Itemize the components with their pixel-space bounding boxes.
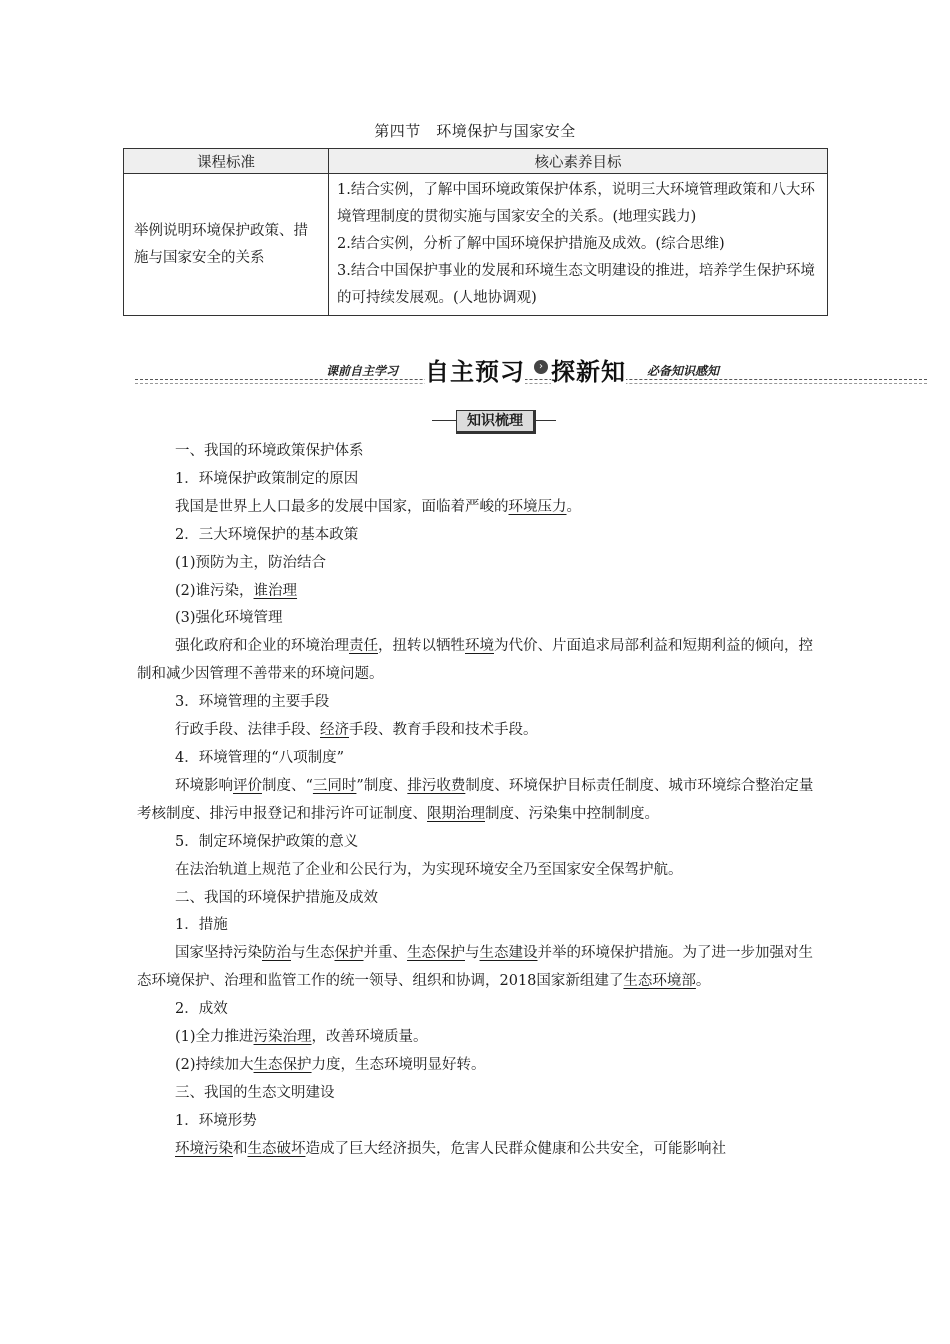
underlined-term: 生态保护: [253, 1056, 312, 1073]
subheading: 4．环境管理的“八项制度”: [175, 749, 345, 766]
paragraph: [137, 940, 819, 996]
subheading: 1．环境形势: [175, 1112, 257, 1129]
course-standard-cell: 举例说明环境保护政策、措施与国家安全的关系: [124, 174, 329, 316]
preview-banner: [135, 354, 927, 386]
subheading: 5．制定环境保护政策的意义: [175, 833, 359, 850]
header-core-literacy: 核心素养目标: [329, 149, 828, 174]
banner-left-label: 课前自主学习: [326, 364, 399, 378]
paragraph: [137, 1136, 819, 1164]
curriculum-standards-table: [123, 148, 828, 316]
text: 环境影响: [175, 777, 233, 794]
subheading: 1．措施: [175, 917, 228, 934]
text: 。: [695, 973, 711, 990]
text: 力度，生态环境明显好转。: [311, 1056, 486, 1073]
text: 与: [465, 945, 480, 962]
list-item: (3)强化环境管理: [175, 610, 283, 627]
table-header-row: [124, 149, 828, 174]
banner-right-label: 必备知识感知: [647, 364, 720, 378]
underlined-term: 经济: [320, 722, 349, 739]
arrow-icon: ›: [534, 360, 548, 374]
banner-heading-1: 自主预习: [425, 352, 525, 387]
list-item: (1)预防为主，防治结合: [175, 554, 327, 571]
text: (1)全力推进: [175, 1029, 254, 1046]
text: (2)谁污染，: [175, 582, 254, 599]
underlined-term: 防治: [262, 945, 291, 962]
section-title: 第四节 环境保护与国家安全: [374, 122, 576, 140]
underlined-term: 限期治理: [427, 805, 485, 822]
text: 行政手段、法律手段、: [175, 722, 320, 739]
subheading: 3．环境管理的主要手段: [175, 694, 330, 711]
text: 和: [233, 1140, 248, 1157]
subheading: 2．成效: [175, 1001, 228, 1018]
text: 手段、教育手段和技术手段。: [349, 722, 538, 739]
text: (2)持续加大: [175, 1056, 254, 1073]
heading-3: 三、我国的生态文明建设: [175, 1084, 335, 1101]
underlined-term: 责任: [349, 638, 378, 655]
text: 制度、污染集中控制制度。: [485, 805, 659, 822]
banner-heading-2: 探新知: [551, 352, 626, 387]
objective-item: 3.结合中国保护事业的发展和环境生态文明建设的推进，培养学生保护环境的可持续发展观。(人地协调观): [337, 263, 815, 306]
subheading: 1．环境保护政策制定的原因: [175, 470, 359, 487]
text: 国家坚持污染: [175, 945, 262, 962]
underlined-term: 环境: [465, 638, 494, 655]
subheading: 2．三大环境保护的基本政策: [175, 526, 359, 543]
objective-item: 2.结合实例，分析了解中国环境保护措施及成效。(综合思维): [337, 236, 725, 252]
underlined-term: 环境压力: [508, 498, 567, 515]
header-course-standard: 课程标准: [124, 149, 329, 174]
text: 制度、环境保护目标责任制度、城市环境综合整治定量考核制度、排污申报登记和排污许可证制度、: [137, 777, 814, 822]
underlined-term: 谁治理: [253, 582, 298, 599]
content-body: [137, 438, 819, 1164]
text: 并重、: [363, 945, 407, 962]
text: 并举的环境保护措施。为了进一步加强对生态环境保护、治理和监管工作的统一领导、组织和协调，2018国家新组建了: [137, 945, 813, 990]
objectives-cell: [329, 174, 828, 316]
underlined-term: 生态建设: [479, 945, 538, 962]
paragraph: [137, 773, 819, 829]
table-row: [124, 174, 828, 316]
paragraph: [137, 633, 819, 689]
underlined-term: 三同时: [312, 777, 357, 794]
text: 。: [566, 498, 581, 515]
objective-item: 1.结合实例，了解中国环境政策保护体系，说明三大环境管理政策和八大环境管理制度的贯彻实施与国家安全的关系。(地理实践力): [337, 182, 815, 225]
text: 强化政府和企业的环境治理: [175, 638, 349, 655]
text: 为代价、片面追求局部利益和短期利益的倾向，控制和减少因管理不善带来的环境问题。: [137, 638, 813, 683]
heading-1: 一、我国的环境政策保护体系: [175, 443, 364, 459]
text: 造成了巨大经济损失，危害人民群众健康和公共安全，可能影响社: [305, 1140, 726, 1157]
list-item: [137, 1052, 819, 1080]
text: 制度、“: [262, 777, 313, 794]
underlined-term: 生态环境部: [623, 973, 696, 990]
banner-divider: [135, 383, 927, 384]
underlined-term: 环境污染: [175, 1140, 233, 1157]
text: 我国是世界上人口最多的发展中国家，面临着严峻的: [175, 498, 509, 515]
banner-divider: [135, 379, 927, 380]
underlined-term: 评价: [233, 777, 262, 794]
text: ，扭转以牺牲: [378, 638, 465, 655]
badge-label: 知识梳理: [456, 410, 536, 434]
paragraph: [137, 494, 819, 522]
heading-2: 二、我国的环境保护措施及成效: [175, 889, 378, 906]
underlined-term: 生态保护: [407, 945, 465, 962]
paragraph: [137, 717, 819, 745]
list-item: [137, 1024, 819, 1052]
list-item: [137, 578, 819, 606]
underlined-term: 保护: [334, 945, 364, 962]
text: ，改善环境质量。: [311, 1029, 428, 1046]
text: ”制度、: [356, 777, 408, 794]
underlined-term: 生态破坏: [247, 1140, 306, 1157]
text: 与生态: [291, 945, 335, 962]
underlined-term: 排污收费: [407, 777, 466, 794]
paragraph: 在法治轨道上规范了企业和公民行为，为实现环境安全乃至国家安全保驾护航。: [175, 861, 683, 878]
knowledge-badge: [432, 410, 556, 432]
underlined-term: 污染治理: [253, 1029, 312, 1046]
